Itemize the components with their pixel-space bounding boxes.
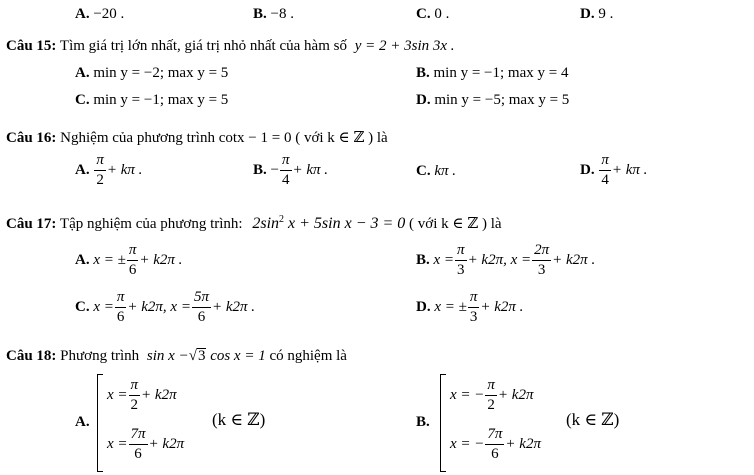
q18-option-b-line1: x = − $\frac{\pi}{2}$ + k2π	[450, 377, 534, 413]
top-option-b: B. −8 .	[253, 6, 294, 22]
fraction: $\frac{\pi}{4}$	[281, 152, 290, 188]
q18-option-b-label: B.	[416, 414, 430, 430]
q18-option-a-label: A.	[75, 414, 90, 430]
fraction: $\frac{\pi}{4}$	[601, 152, 609, 188]
q16-option-a: A. $\frac{\pi}{2}$ + kπ .	[75, 152, 143, 188]
fraction: $\frac{\pi}{2}$	[130, 377, 139, 413]
q18-option-a-line2: x = $\frac{7\pi}{6}$ + k2π	[107, 426, 185, 462]
q17-option-c: C. x = $\frac{\pi}{6}$ + k2π, x = $\frac{5\pi}{6}$ + k2π .	[75, 289, 256, 325]
q18-option-a-condition: (k ∈ ℤ)	[212, 410, 266, 429]
fraction: $\frac{\pi}{3}$	[457, 242, 465, 278]
q15-option-a: A. min y = −2; max y = 5	[75, 65, 229, 81]
q16-option-d: D. $\frac{\pi}{4}$ + kπ .	[580, 152, 648, 188]
fraction: $\frac{7\pi}{6}$	[130, 426, 146, 462]
fraction: $\frac{\pi}{2}$	[487, 377, 495, 413]
top-option-d: D. 9 .	[580, 6, 614, 22]
fraction: $\frac{\pi}{2}$	[96, 152, 104, 188]
q18-option-b-condition: (k ∈ ℤ)	[566, 410, 620, 429]
fraction: $\frac{2\pi}{3}$	[534, 242, 550, 278]
q15-option-c: C. min y = −1; max y = 5	[75, 92, 229, 108]
q18-option-b-line2: x = − $\frac{7\pi}{6}$ + k2π	[450, 426, 541, 462]
fraction: $\frac{\pi}{6}$	[116, 289, 125, 325]
sqrt: 3	[197, 348, 206, 364]
fraction: $\frac{\pi}{6}$	[128, 242, 137, 278]
fraction: $\frac{7\pi}{6}$	[487, 426, 503, 462]
fraction: $\frac{5\pi}{6}$	[193, 289, 209, 325]
question-17: Câu 17: Tập nghiệm của phương trình: $2\sin^2$ x + 5sin x − 3 = 0 ( với k ∈ ℤ ) là	[6, 214, 502, 232]
q18-option-a-line1: x = $\frac{\pi}{2}$ + k2π	[107, 377, 177, 413]
q17-option-d: D. x = ± $\frac{\pi}{3}$ + k2π .	[416, 289, 524, 325]
q15-option-d: D. min y = −5; max y = 5	[416, 92, 570, 108]
question-18: Câu 18: Phương trình sin x −√3 cos x = 1 có nghiệm là	[6, 348, 347, 364]
q16-option-c: C. kπ .	[416, 163, 457, 179]
question-16: Câu 16: Nghiệm của phương trình cotx − 1 = 0 ( với k ∈ ℤ ) là	[6, 130, 388, 146]
top-option-c: C. 0 .	[416, 6, 450, 22]
bracket	[97, 374, 103, 472]
q15-option-b: B. min y = −1; max y = 4	[416, 65, 569, 81]
fraction: $\frac{\pi}{3}$	[469, 289, 478, 325]
bracket	[440, 374, 446, 472]
q16-option-b: B. − $\frac{\pi}{4}$ + kπ .	[253, 152, 329, 188]
q17-option-a: A. x = ± $\frac{\pi}{6}$ + k2π .	[75, 242, 183, 278]
top-option-a: A. −20 .	[75, 6, 125, 22]
q17-option-b: B. x = $\frac{\pi}{3}$ + k2π, x = $\frac{2\pi}{3}$ + k2π .	[416, 242, 596, 278]
question-15: Câu 15: Tìm giá trị lớn nhất, giá trị nhỏ nhất của hàm số y = 2 + 3sin 3x .	[6, 38, 455, 54]
